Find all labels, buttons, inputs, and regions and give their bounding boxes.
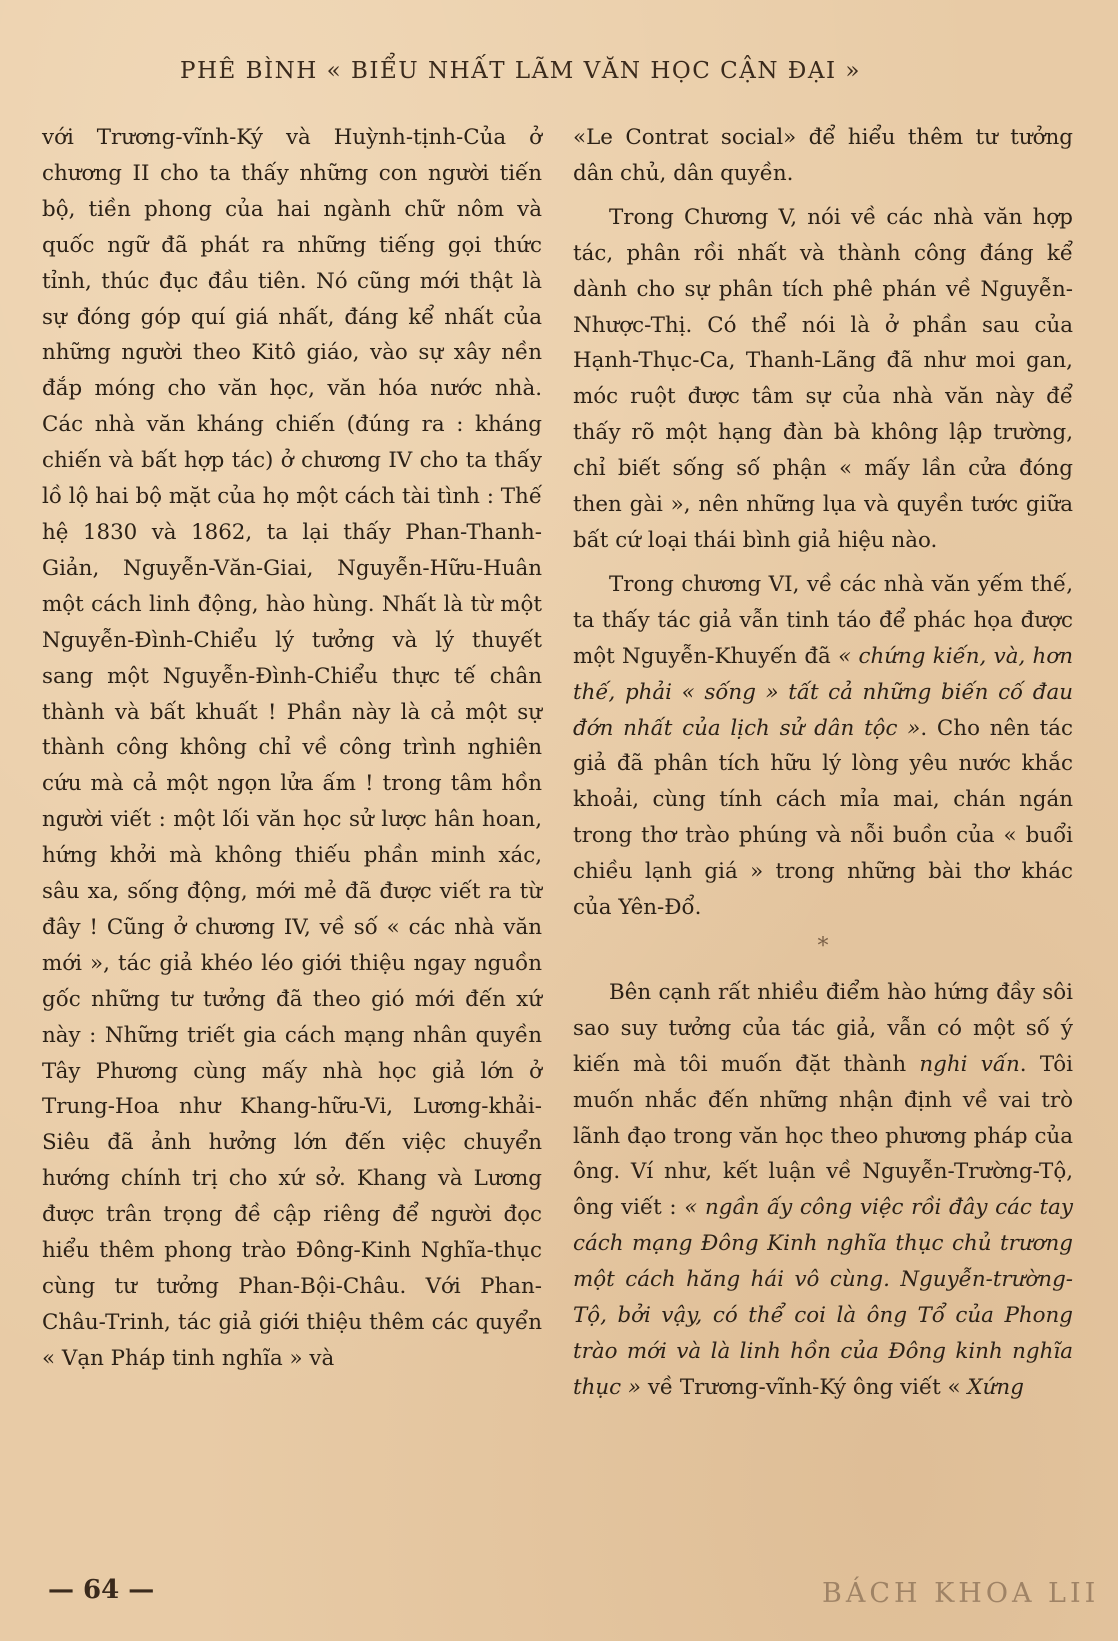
right-paragraph-1: «Le Contrat social» để hiểu thêm tư tưởng dân chủ, dân quyền. [573, 125, 1073, 186]
p3-end: . Cho nên tác giả đã phân tích hữu lý lòng yêu nước khắc khoải, cùng tính cách mỉa mai, chán ngán trong thơ trào phúng và nỗi buồn của « buổi chiều lạnh giá » trong những bài thơ khác của Yên-Đổ. [573, 715, 1074, 921]
left-paragraph: với Trương-vĩnh-Ký và Huỳnh-tịnh-Của ở chương II cho ta thấy những con người tiến bộ, tiền phong của hai ngành chữ nôm và quốc ngữ đã phát ra những tiếng gọi thức tỉnh, thúc đục đầu tiên. Nó cũng mới thật là sự đóng góp quí giá nhất, đáng kể nhất của những người theo Kitô giáo, vào sự xây nền đắp móng cho văn học, văn hóa nước nhà. Các nhà văn kháng chiến (đúng ra : kháng chiến và bất hợp tác) ở chương IV cho ta thấy lồ lộ hai bộ mặt của họ một cách tài tình : Thế hệ 1830 và 1862, ta lại thấy Phan-Thanh-Giản, Nguyễn-Văn-Giai, Nguyễn-Hữu-Huân một cách linh động, hào hùng. Nhất là từ một Nguyễn-Đình-Chiểu lý tưởng và lý thuyết sang một Nguyễn-Đình-Chiểu thực tế chân thành và bất khuất ! Phần này là cả một sự thành công không chỉ về công trình nghiên cứu mà cả một ngọn lửa ấm ! trong tâm hồn người viết : một lối văn học sử lược hân hoan, hứng khởi mà không thiếu phần minh xác, sâu xa, sống động, mới mẻ đã được viết ra từ đây ! Cũng ở chương IV, về số « các nhà văn mới », tác giả khéo léo giới thiệu ngay nguồn gốc những tư tưởng đã theo gió mới đến xứ này : Những triết gia cách mạng nhân quyền Tây Phương cùng mấy nhà học giả lớn ở Trung-Hoa như Khang-hữu-Vi, Lương-khải-Siêu đã ảnh hưởng lớn đến việc chuyển hướng chính trị cho xứ sở. Khang và Lương được trân trọng đề cập riêng để người đọc hiểu thêm phong trào Đông-Kinh Nghĩa-thục cùng tư tưởng Phan-Bội-Châu. Với Phan-Châu-Trinh, tác giả giới thiệu thêm các quyển « Vạn Pháp tinh nghĩa » và [42, 125, 542, 1371]
right-paragraph-4 [573, 975, 1073, 1406]
page-header: PHÊ BÌNH « BIỂU NHẤT LÃM VĂN HỌC CẬN ĐẠI » [180, 58, 861, 84]
p4-end: về Trương-vĩnh-Ký ông viết « [641, 1374, 968, 1400]
p4-quote-2: Xứng [967, 1374, 1024, 1400]
right-column [573, 120, 1073, 1406]
p4-start: Bên cạnh rất nhiều điểm hào hứng đầy sôi sao suy tưởng của tác giả, vẫn có một số ý kiến mà tôi muốn đặt thành [573, 979, 1073, 1077]
left-column [42, 120, 542, 1377]
p4-mid: . Tôi muốn nhắc đến những nhận định về vai trò lãnh đạo trong văn học theo phương pháp của ông. Ví như, kết luận về Nguyễn-Trường-Tộ, ông viết : [573, 1051, 1073, 1221]
right-paragraph-2: Trong Chương V, nói về các nhà văn hợp tác, phân rồi nhất và thành công đáng kể dành cho sự phân tích phê phán về Nguyễn-Nhược-Thị. Có thể nói là ở phần sau của Hạnh-Thục-Ca, Thanh-Lãng đã như moi gan, móc ruột được tâm sự của nhà văn này để thấy rõ một hạng đàn bà không lập trường, chỉ biết sống số phận « mấy lần cửa đóng then gài », nên những lụa và quyền tước giữa bất cứ loại thái bình giả hiệu nào. [573, 204, 1073, 553]
right-paragraph-3 [573, 567, 1073, 926]
p3-quote: « chứng kiến, và, hơn thế, phải « sống » tất cả những biến cố đau đớn nhất của lịch sử dân tộc » [573, 643, 1073, 741]
p4-emphasis: nghi vấn [919, 1051, 1020, 1077]
p4-quote: « ngần ấy công việc rồi đây các tay cách mạng Đông Kinh nghĩa thục chủ trương một cách hăng hái vô cùng. Nguyễn-trường-Tộ, bởi vậy, có thể coi là ông Tổ của Phong trào mới và là linh hồn của Đông kinh nghĩa thục » [573, 1195, 1073, 1400]
section-separator: * [817, 933, 829, 959]
magazine-name: BÁCH KHOA LII [822, 1578, 1100, 1609]
page-number: — 64 — [48, 1575, 155, 1605]
p3-start: Trong chương VI, về các nhà văn yếm thế, ta thấy tác giả vẫn tinh táo để phác họa được một Nguyễn-Khuyến đã [573, 571, 1073, 669]
